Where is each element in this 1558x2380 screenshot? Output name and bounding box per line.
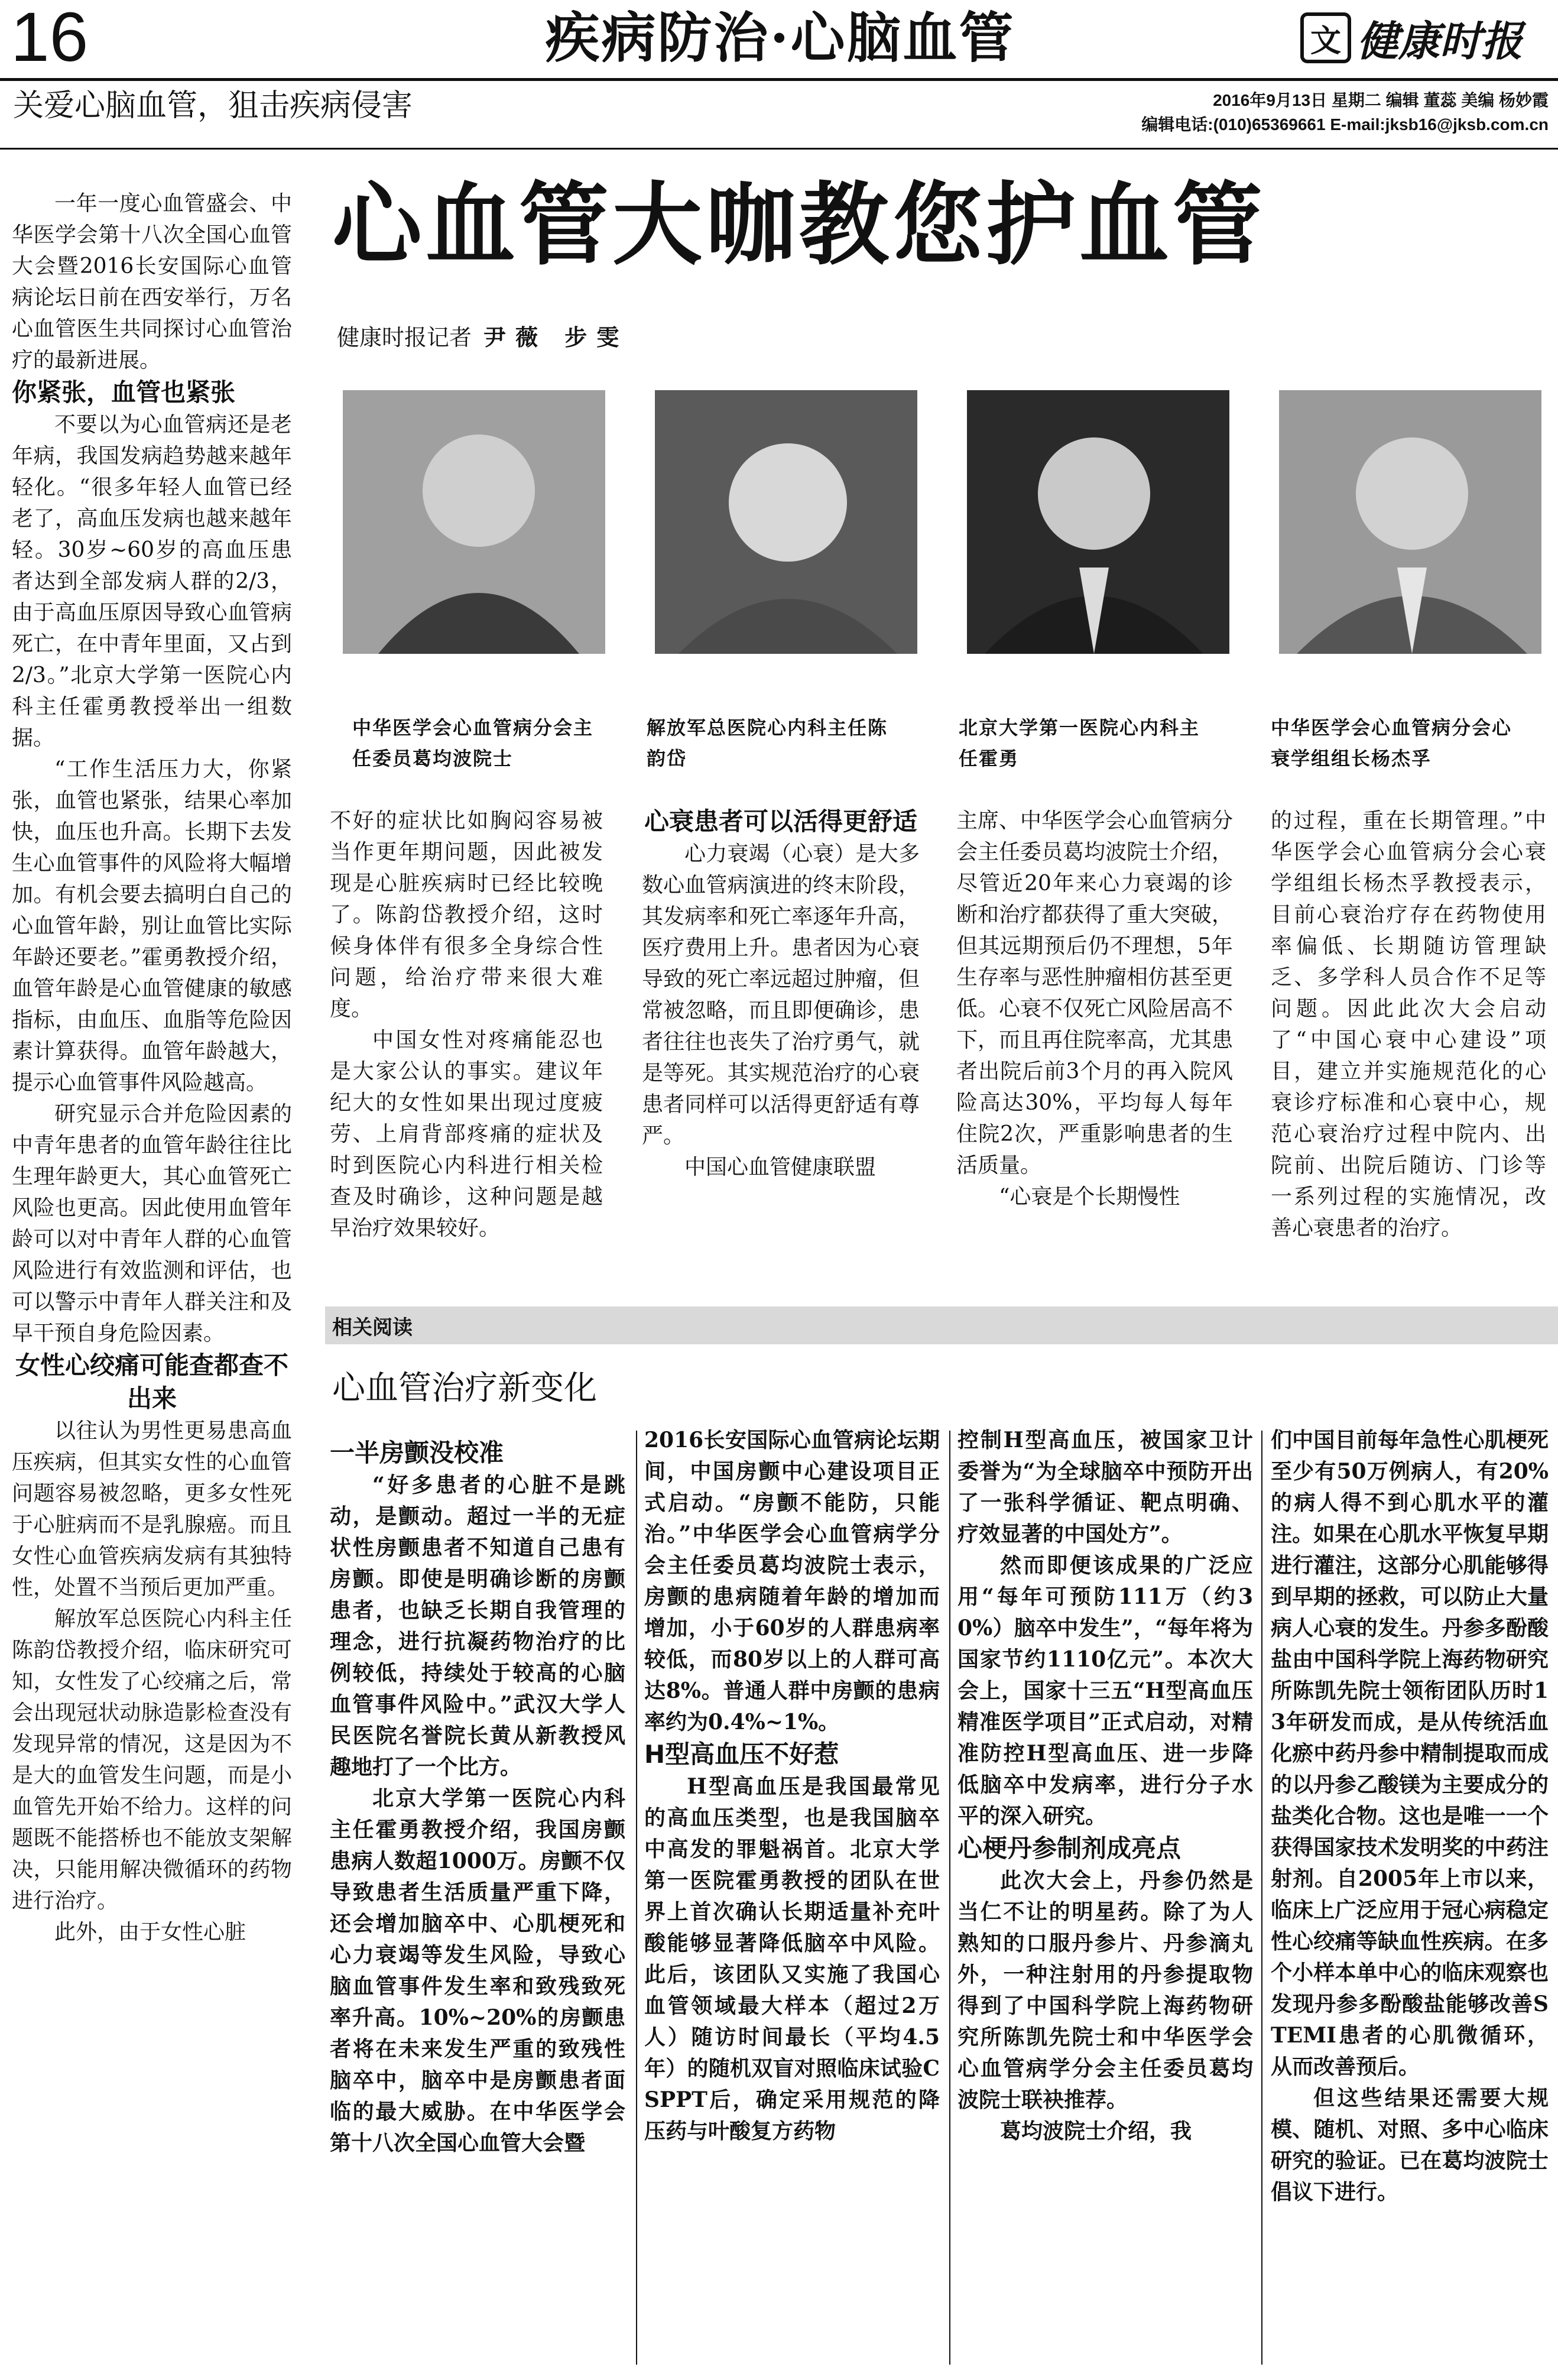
logo-mark-icon: 文 [1300,12,1351,63]
subheading-danshen: 心梗丹参制剂成亮点 [957,1834,1182,1863]
photo-caption: 中华医学会心血管病分会主任委员葛均波院士 [352,716,594,770]
article-column-3 [642,805,920,1183]
related-reading-label: 相关阅读 [332,1316,413,1340]
body-paragraph: 然而即便该成果的广泛应用“每年可预防111万（约30%）脑卒中发生”，“每年将为国家节约1110亿元”。本次大会上，国家十三五“H型高血压精准医学项目”正式启动，对精准防控H型高血压、进一步降低脑卒中发病率，进行分子水平的深入研究。 [957,1553,1253,1828]
article-headline: 心血管大咖教您护血管 [332,171,1266,277]
body-paragraph: 控制H型高血压，被国家卫计委誉为“为全球脑卒中预防开出了一张科学循证、靶点明确、疗效显著的中国处方”。 [957,1428,1253,1546]
body-paragraph: 但这些结果还需要大规模、随机、对照、多中心临床研究的验证。已在葛均波院士倡议下进行。 [1271,2086,1549,2204]
article-byline [337,319,628,352]
article-column-2 [330,805,603,1244]
related-column-2 [644,1425,940,2147]
subheading-women-angina: 女性心绞痛可能查都查不出来 [15,1351,288,1413]
body-paragraph: 以往认为男性更易患高血压疾病，但其实女性的心血管问题容易被忽略，更多女性死于心脏病而不是乳腺癌。而且女性心血管疾病发病有其独特性，处置不当预后更加严重。 [12,1419,292,1600]
byline-prefix: 健康时报记者 [337,325,472,351]
body-paragraph: 不好的症状比如胸闷容易被当作更年期问题，因此被发现是心脏疾病时已经比较晚了。陈韵岱教授介绍，这时候身体伴有很多全身综合性问题，给治疗带来很大难度。 [330,809,603,1021]
article-column-5 [1271,805,1546,1244]
body-paragraph: 北京大学第一医院心内科主任霍勇教授介绍，我国房颤患病人数超1000万。房颤不仅导致患者生活质量严重下降，还会增加脑卒中、心肌梗死和心力衰竭等发生风险，导致心脑血管事件发生率和致残致死率升高。10%~20%的房颤患者将在未来发生严重的致残性脑卒中，脑卒中是房颤患者面临的最大威胁。在中华医学会第十八次全国心血管大会暨 [330,1786,625,2155]
related-column-1 [330,1437,625,2159]
body-paragraph: “心衰是个长期慢性 [999,1185,1180,1209]
body-paragraph: 解放军总医院心内科主任陈韵岱教授介绍，临床研究可知，女性发了心绞痛之后，常会出现冠状动脉造影检查没有发现异常的情况，这是因为不是大的血管发生问题，而是小血管先开始不给力。这样的问题既不能搭桥也不能放支架解决，只能用解决微循环的药物进行治疗。 [12,1607,292,1913]
body-paragraph: 中国女性对疼痛能忍也是大家公认的事实。建议年纪大的女性如果出现过度疲劳、上肩背部疼痛的症状及时到医院心内科进行相关检查及时确诊，这种问题是越早治疗效果较好。 [330,1028,603,1240]
body-paragraph: 葛均波院士介绍，我 [1000,2119,1192,2144]
body-paragraph: 的过程，重在长期管理。”中华医学会心血管病分会心衰学组组长杨杰孚教授表示，目前心衰治疗存在药物使用率偏低、长期随访管理缺乏、多学科人员合作不足等问题。因此此次大会启动了“中国心衰中心建设”项目，建立并实施规范化的心衰诊疗标准和心衰中心，规范心衰治疗过程中院内、出院前、出院后随访、门诊等一系列过程的实施情况，改善心衰患者的治疗。 [1271,809,1546,1240]
byline-names: 尹薇 步雯 [483,325,629,351]
logo-text: 健康时报 [1357,16,1523,66]
body-paragraph: “工作生活压力大，你紧张，血管也紧张，结果心率加快，血压也升高。长期下去发生心血管事件的风险将大幅增加。有机会要去搞明白自己的心血管年龄，别让血管比实际年龄还要老。”霍勇教授介绍，血管年龄是心血管健康的敏感指标，由血压、血脂等危险因素计算获得。血管年龄越大，提示心血管事件风险越高。 [12,757,292,1095]
date-editor-line: 2016年9月13日 星期二 编辑 董蕊 美编 杨妙霞 [1213,91,1549,109]
article-column-4 [956,805,1233,1212]
header-rule-2 [0,148,1558,150]
subheading-af: 一半房颤没校准 [330,1438,504,1467]
portrait-photo [967,390,1229,654]
intro-paragraph: 一年一度心血管盛会、中华医学会第十八次全国心血管大会暨2016长安国际心血管病论坛日前在西安举行，万名心血管医生共同探讨心血管治疗的最新进展。 [12,192,292,372]
newspaper-logo [1300,7,1554,69]
header-rule [0,78,1558,81]
section-slogan: 关爱心脑血管，狙击疾病侵害 [13,88,413,124]
body-paragraph: 主席、中华医学会心血管病分会主任委员葛均波院士介绍，尽管近20年来心力衰竭的诊断和治疗都获得了重大突破，但其远期预后仍不理想，5年生存率与恶性肿瘤相仿甚至更低。心衰不仅死亡风险居高不下，而且再住院率高，尤其患者出院后前3个月的再入院风险高达30%，平均每人每年住院2次，严重影响患者的生活质量。 [956,809,1234,1178]
column-divider [949,1431,950,2365]
portrait-photo [1279,390,1541,654]
photo-caption: 北京大学第一医院心内科主任霍勇 [959,716,1200,770]
body-paragraph: 2016长安国际心血管病论坛期间，中国房颤中心建设项目正式启动。“房颤不能防，只能治。”中华医学会心血管病学分会主任委员葛均波院士表示，房颤的患病随着年龄的增加而增加，小于60岁的人群患病率较低，而80岁以上的人群可高达8%。普通人群中房颤的患病率约为0.4%~1%。 [644,1428,940,1734]
portrait-photo [655,390,917,654]
body-paragraph: H型高血压是我国最常见的高血压类型，也是我国脑卒中高发的罪魁祸首。北京大学第一医院霍勇教授的团队在世界上首次确认长期适量补充叶酸能够显著降低脑卒中风险。此后，该团队又实施了我国心血管领域最大样本（超过2万人）随访时间最长（平均4.5年）的随机双盲对照临床试验CSPPT后，确定采用规范的降压药与叶酸复方药物 [644,1774,940,2144]
related-column-4 [1271,1425,1549,2208]
related-reading-bar [325,1306,1558,1344]
left-column [12,188,292,1948]
related-title: 心血管治疗新变化 [332,1369,597,1408]
subheading-heart-failure: 心衰患者可以活得更舒适 [644,807,917,836]
column-divider [636,1431,637,2365]
subheading-h-hypertension: H型高血压不好惹 [644,1740,839,1769]
edition-meta [1070,89,1549,137]
photo-caption: 解放军总医院心内科主任陈韵岱 [647,716,888,770]
portrait-photo [343,390,605,654]
page-number: 16 [11,0,89,76]
body-paragraph: 中国心血管健康联盟 [684,1155,877,1179]
body-paragraph: 们中国目前每年急性心肌梗死至少有50万例病人，有20%的病人得不到心肌水平的灌注。如果在心肌水平恢复早期进行灌注，这部分心肌能够得到早期的拯救，可以防止大量病人心衰的发生。丹参多酚酸盐由中国科学院上海药物研究所陈凯先院士领衔团队历时13年研发而成，是从传统活血化瘀中药丹参中精制提取而成的以丹参乙酸镁为主要成分的盐类化合物。这也是唯一一个获得国家技术发明奖的中药注射剂。自2005年上市以来，临床上广泛应用于冠心病稳定性心绞痛等缺血性疾病。在多个小样本单中心的临床观察也发现丹参多酚酸盐能够改善STEMI患者的心肌微循环，从而改善预后。 [1271,1428,1549,2079]
body-paragraph: 此次大会上，丹参仍然是当仁不让的明星药。除了为人熟知的口服丹参片、丹参滴丸外，一种注射用的丹参提取物得到了中国科学院上海药物研究所陈凯先院士和中华医学会心血管病学分会主任委员葛均波院士联袂推荐。 [957,1868,1253,2112]
body-paragraph: 心力衰竭（心衰）是大多数心血管病演进的终末阶段，其发病率和死亡率逐年升高，医疗费用上升。患者因为心衰导致的死亡率远超过肿瘤，但常被忽略，而且即便确诊，患者往往也丧失了治疗勇气，就是等死。其实规范治疗的心衰患者同样可以活得更舒适有尊严。 [642,842,920,1148]
column-divider [1261,1431,1262,2365]
body-paragraph: 不要以为心血管病还是老年病，我国发病趋势越来越年轻化。“很多年轻人血管已经老了，高血压发病也越来越年轻。30岁~60岁的高血压患者达到全部发病人群的2/3，由于高血压原因导致心血管病死亡，在中青年里面，又占到2/3。”北京大学第一医院心内科主任霍勇教授举出一组数据。 [12,413,292,750]
contact-line: 编辑电话:(010)65369661 E-mail:jksb16@jksb.com.cn [1141,115,1549,134]
body-paragraph: “好多患者的心脏不是跳动，是颤动。超过一半的无症状性房颤患者不知道自己患有房颤。即使是明确诊断的房颤患者，也缺乏长期自我管理的理念，进行抗凝药物治疗的比例较低，持续处于较高的心脑血管事件风险中。”武汉大学人民医院名誉院长黄从新教授风趣地打了一个比方。 [330,1473,625,1779]
subheading-stress: 你紧张，血管也紧张 [12,378,236,407]
body-paragraph: 此外，由于女性心脏 [54,1920,246,1944]
photo-caption: 中华医学会心血管病分会心衰学组组长杨杰孚 [1271,716,1512,770]
related-column-3 [957,1425,1253,2147]
body-paragraph: 研究显示合并危险因素的中青年患者的血管年龄往往比生理年龄更大，其心血管死亡风险也更高。因此使用血管年龄可以对中青年人群的心血管风险进行有效监测和评估，也可以警示中青年人群关注和及早干预自身危险因素。 [12,1102,292,1345]
section-title: 疾病防治·心脑血管 [545,6,1015,70]
